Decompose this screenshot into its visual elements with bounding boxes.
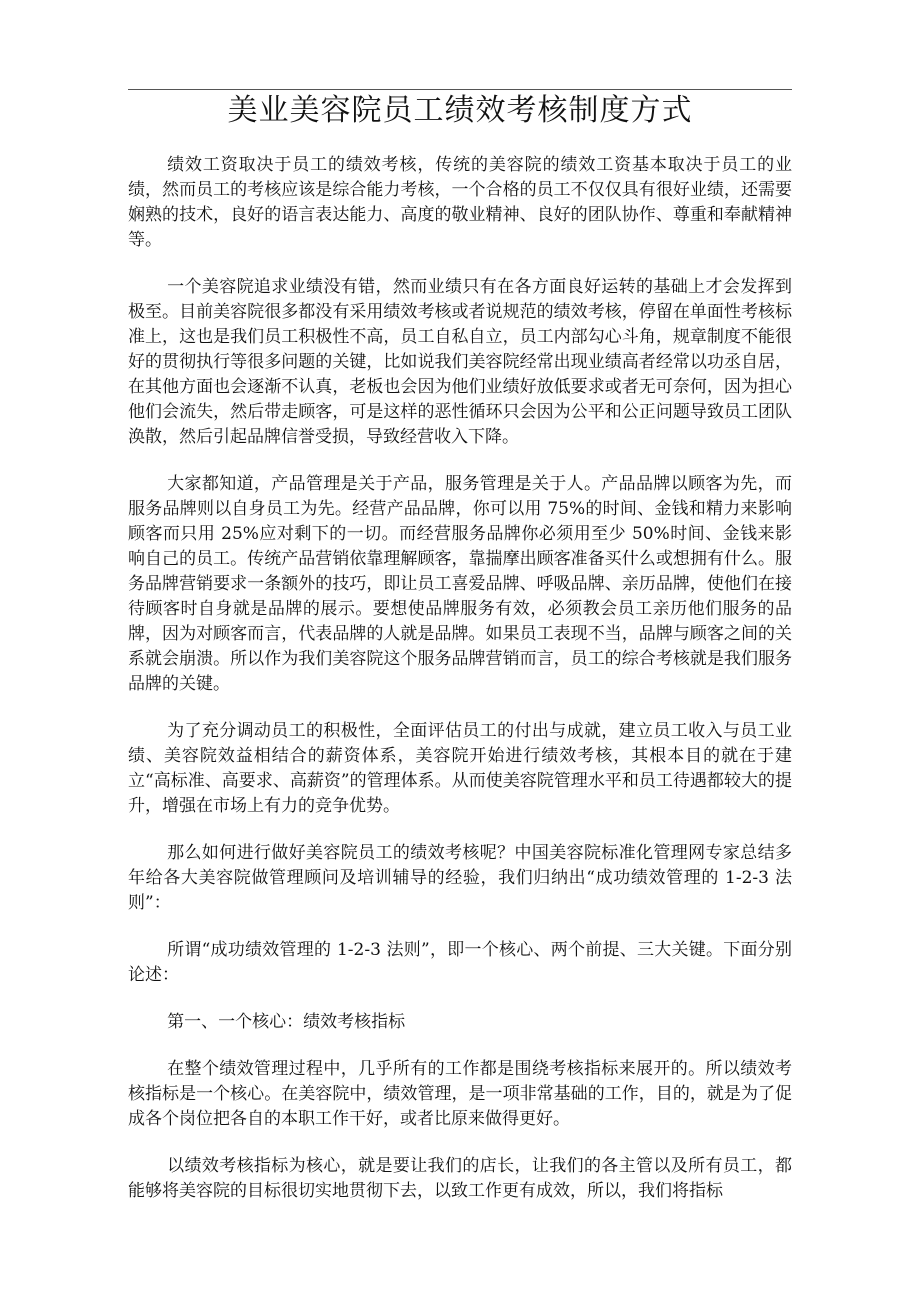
paragraph-8: 以绩效考核指标为核心，就是要让我们的店长，让我们的各主管以及所有员工，都能够将美容院的目标很切实地贯彻下去，以致工作更有成效，所以，我们将指标 (128, 1156, 792, 1201)
paragraph-2: 一个美容院追求业绩没有错，然而业绩只有在各方面良好运转的基础上才会发挥到极至。目前美容院很多都没有采用绩效考核或者说规范的绩效考核，停留在单面性考核标准上，这也是我们员工积极性不高，员工自私自立，员工内部勾心斗角，规章制度不能很好的贯彻执行等很多问题的关键，比如说我们美容院经常出现业绩高者经常以功丞自居，在其他方面也会逐渐不认真，老板也会因为他们业绩好放低要求或者无可奈何，因为担心他们会流失，然后带走顾客，可是这样的恶性循环只会因为公平和公正问题导致员工团队涣散，然后引起品牌信誉受损，导致经营收入下降。 (128, 277, 792, 447)
document-title: 美业美容院员工绩效考核制度方式 (227, 93, 693, 128)
paragraph-4: 为了充分调动员工的积极性，全面评估员工的付出与成就，建立员工收入与员工业绩、美容院效益相结合的薪资体系，美容院开始进行绩效考核，其根本目的就在于建立“高标准、高要求、高薪资”的管理体系。从而使美容院管理水平和员工待遇都较大的提升，增强在市场上有力的竞争优势。 (128, 721, 792, 816)
paragraph-7: 在整个绩效管理过程中，几乎所有的工作都是围绕考核指标来展开的。所以绩效考核指标是一个核心。在美容院中，绩效管理，是一项非常基础的工作，目的，就是为了促成各个岗位把各自的本职工作干好，或者比原来做得更好。 (128, 1059, 792, 1129)
paragraph-1: 绩效工资取决于员工的绩效考核，传统的美容院的绩效工资基本取决于员工的业绩，然而员工的考核应该是综合能力考核，一个合格的员工不仅仅具有很好业绩，还需要娴熟的技术，良好的语言表达能力、高度的敬业精神、良好的团队协作、尊重和奉献精神等。 (128, 155, 792, 250)
paragraph-5: 那么如何进行做好美容院员工的绩效考核呢？中国美容院标准化管理网专家总结多年给各大美容院做管理顾问及培训辅导的经验，我们归纳出“成功绩效管理的 1-2-3 法则”： (128, 843, 792, 913)
section-heading-1: 第一、一个核心：绩效考核指标 (167, 1012, 406, 1032)
paragraph-6: 所谓“成功绩效管理的 1-2-3 法则”，即一个核心、两个前提、三大关键。下面分别论述： (128, 940, 792, 985)
paragraph-3: 大家都知道，产品管理是关于产品，服务管理是关于人。产品品牌以顾客为先，而服务品牌则以自身员工为先。经营产品品牌，你可以用 75%的时间、金钱和精力来影响顾客而只用 25%应对剩下的一切。而经营服务品牌你必须用至少 50%时间、金钱来影响自己的员工。传统产品营销依靠理解顾客，靠揣摩出顾客准备买什么或想拥有什么。服务品牌营销要求一条额外的技巧，即让员工喜爱品牌、呼吸品牌、亲历品牌，使他们在接待顾客时自身就是品牌的展示。要想使品牌服务有效，必须教会员工亲历他们服务的品牌，因为对顾客而言，代表品牌的人就是品牌。如果员工表现不当，品牌与顾客之间的关系就会崩溃。所以作为我们美容院这个服务品牌营销而言，员工的综合考核就是我们服务品牌的关键。 (128, 474, 792, 694)
document-body (128, 153, 792, 1226)
